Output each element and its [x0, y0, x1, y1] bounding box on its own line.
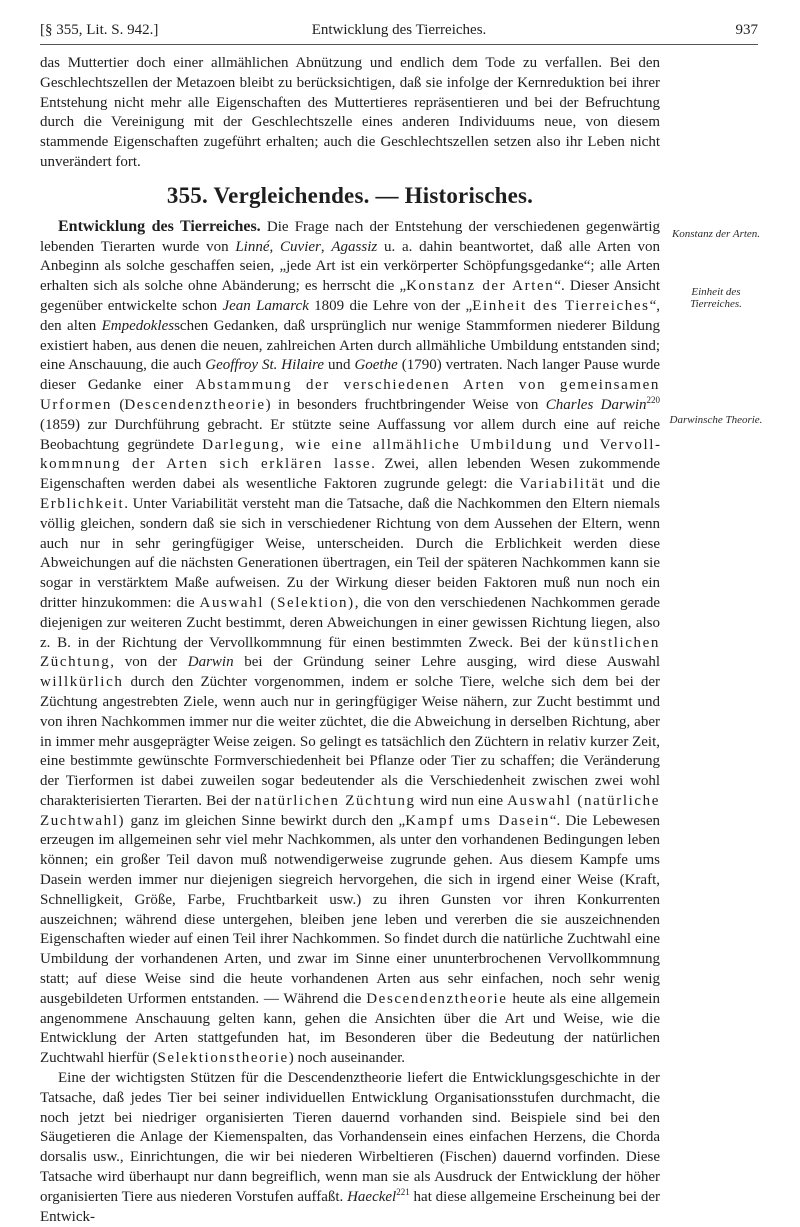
person-empedokles: Empedokles: [101, 317, 175, 334]
term-descendenztheorie: Descendenztheorie: [124, 396, 266, 413]
footnote-ref-221: 221: [396, 1186, 410, 1197]
section-heading: 355. Vergleichendes. — Historisches.: [166, 182, 534, 208]
person-cuvier: Cuvier: [280, 238, 321, 255]
term-kuenstliche-zuechtung: künstlichen Züchtung: [40, 634, 660, 671]
term-kampf-ums-dasein: Kampf ums Dasein: [405, 812, 550, 829]
person-agassiz: Agassiz: [331, 238, 378, 255]
term-natuerliche-zuechtung: natürlichen Züchtung: [254, 792, 416, 809]
term-auswahl-natuerlich: Auswahl (natürliche Zuchtwahl): [40, 792, 660, 829]
margin-note-darwin: Darwinsche Theorie.: [669, 414, 763, 426]
term-konstanz: Konstanz der Arten: [406, 278, 555, 295]
footnote-ref-220: 220: [646, 394, 660, 405]
term-descendenztheorie-2: Descendenztheorie: [366, 990, 508, 1007]
person-haeckel: Haeckel: [347, 1188, 397, 1205]
term-variabilitaet: Variabilität: [519, 476, 606, 493]
page-body: [40, 54, 660, 1227]
header-title: Entwicklung des Tierreiches.: [311, 22, 487, 38]
margin-note-konstanz: Konstanz der Arten.: [671, 228, 761, 240]
person-goethe: Goethe: [354, 357, 398, 374]
margin-note-einheit: Einheit des Tierreiches.: [690, 286, 742, 310]
term-auswahl: Auswahl (Selektion): [199, 594, 355, 611]
running-header: [40, 22, 758, 42]
term-erblichkeit: Erblichkeit: [40, 495, 125, 512]
person-darwin-2: Darwin: [187, 654, 234, 671]
term-selektionstheorie: Selektionstheorie: [157, 1050, 289, 1067]
person-darwin: Charles Darwin: [545, 396, 647, 413]
term-einheit: Einheit des Tierreiches: [472, 297, 650, 314]
person-geoffroy: Geoffroy St. Hilaire: [205, 357, 325, 374]
person-linne: Linné: [235, 238, 270, 255]
paragraph-lead: Entwicklung des Tierreiches.: [58, 217, 261, 235]
paragraph-entwicklung: Entwicklung des Tierreiches. Die Frage nach der Entstehung der verschiedenen gegenwärtig lebenden Tierarten wurde von Linné, Cuvier, Agassiz u. a. dahin beantwortet, daß alle Arten von Anbeginn als solche geschaffen seien, „jede Art ist ein verkörperter Schöpfungsgedanke“; alle Arten erhalten sich als solche ohne Abänderung; es herrscht die „Konstanz der Arten“. Dieser Ansicht gegenüber entwickelte schon Jean Lamarck 1809 die Lehre von der „Einheit des Tierreiches“, den alten Empedoklesschen Gedanken, daß ursprünglich nur wenige Stammformen niederer Bildung existiert haben, aus denen die neuen, zahlreichen Arten durch allmähliche Umbildung entstanden sind; eine Anschauung, die auch Geoffroy St. Hilaire und Goethe (1790) vertraten. Nach langer Pause wurde dieser Gedanke einer Abstammung der verschiedenen Arten von gemeinsamen Urformen (Descendenztheorie) in besonders fruchtbringender Weise von Charles Darwin$^{220}$ (1859) zur Durchführung gebracht. Er stützte seine Auffassung vor allem durch eine auf reiche Beobachtung gegründete Darlegung, wie eine allmähliche Umbildung und Vervollkommnung der Arten sich erklären lasse. Zwei, allen lebenden Wesen zukommende Eigenschaften werden dabei als wesentliche Faktoren zugrunde gelegt: die Variabilität und die Erblichkeit. Unter Variabilität versteht man die Tatsache, daß die Nachkommen den Eltern niemals völlig gleichen, sondern daß sie sich in verschiedener Richtung von dem Aussehen der Eltern, wenn auch nur in sehr geringfügiger Weise, unterscheiden. Durch die Erblichkeit werden diese Abweichungen auf die nächsten Generationen übertragen, ein Teil der späteren Nachkommen kann sie sogar in verstärktem Maße aufweisen. Zu der Wirkung dieser beiden Faktoren muß nun noch ein dritter hinzukommen: die Auswahl (Selektion), die von den verschiedenen Nachkommen gerade diejenigen zur weiteren Zucht bestimmt, deren Abweichungen in einer gewissen Richtung liegen, also z. B. in der Richtung der Vervollkommnung für einen bestimmten Zweck. Bei der künstlichen Züchtung, von der Darwin bei der Gründung seiner Lehre ausging, wird diese Auswahl willkürlich durch den Züchter vorgenommen, indem er solche Tiere, welche sich dem bei der Züchtung angestrebten Ziele, wenn auch nur in geringfügiger Weise nähern, zur Zucht bestimmt und von ihren Nachkommen immer nur die weiter züchtet, die die Abweichung in derselben Richtung, aber in immer mehr ausgeprägter Weise zeigen. So gelingt es tatsächlich den Züchtern in relativ kurzer Zeit, eine bestimmte gewünschte Formverschiedenheit bei Pflanze oder Tier zu schaffen; die Veränderung der Tierformen ist dabei zuweilen sogar bedeutender als die Verschiedenheit zwischen zwei wohl charakterisierten Tierarten. Bei der natürlichen Züchtung wird nun eine Auswahl (natürliche Zuchtwahl) ganz im gleichen Sinne bewirkt durch den „Kampf ums Dasein“. Die Lebewesen erzeugen im allgemeinen sehr viel mehr Nachkommen, als unter den vorhandenen Bedingungen leben können; ein großer Teil davon muß notwendigerweise zugrunde gehen. Aus diesem Kampfe ums Dasein werden immer nur diejenigen siegreich hervorgehen, die sich in irgend einer Weise (Kraft, Schnelligkeit, Größe, Farbe, Fruchtbarkeit usw.) zu ihren Gunsten vor ihren Konkurrenten auszeichnen; während diese untergehen, bleiben jene leben und vererben die sie auszeichnenden Eigenschaften wieder auf einen Teil ihrer Nachkommen. So findet durch die natürliche Zuchtwahl eine Umbildung der vorhandenen Arten, und zwar im Sinne einer ununterbrochenen Vervollkommnung statt; auf diese Weise sind die heute vorhandenen Arten aus sehr einfachen, noch sehr wenig ausgebildeten Urformen entstanden. — Während die Descendenztheorie heute als eine allgemein angenommene Anschauung gelten kann, gehen die Ansichten über die Art und Weise, wie die Entwicklung der Arten stattgefunden hat, im Besonderen über die Bedeutung der natürlichen Zuchtwahl hierfür (Selektionstheorie) noch auseinander.: [40, 217, 661, 1067]
header-rule: [40, 44, 758, 45]
header-section-ref: [§ 355, Lit. S. 942.]: [40, 22, 159, 38]
term-abstammung: Abstammung der verschiedenen Arten von gemeinsamen Urformen: [40, 377, 660, 413]
intro-paragraph: das Muttertier doch einer allmählichen Abnützung und endlich dem Tode zu verfallen. Bei den Geschlechtszellen der Metazoen bleibt zu berücksichtigen, daß sie infolge der Kernreduktion bei ihrer Entstehung nicht mehr alle Eigenschaften des Muttertieres repräsentieren und bei der Befruchtung durch die Vereinigung mit der Geschlechtszelle eines anderen Individuums neue, von diesem stammende Eigenschaften zugeführt erhalten; auch die Geschlechtszellen setzen also ihr Leben nicht unverändert fort.: [40, 55, 660, 170]
term-darlegung: Darlegung, wie eine allmähliche Umbildung und Vervollkommnung der Arten sich erklären lasse: [40, 436, 660, 473]
person-lamarck: Jean Lamarck: [222, 297, 309, 314]
term-willkuerlich: willkürlich: [40, 674, 124, 691]
paragraph-stuetzen: Eine der wichtigsten Stützen für die Descendenztheorie liefert die Entwicklungsgeschichte in der Tatsache, daß jedes Tier bei seiner individuellen Entwicklung Organisationsstufen durchmacht, die noch jetzt bei niedriger organisierten Tieren dauernd vorhanden sind. Beispiele sind bei den Säugetieren die Anlage der Kiemenspalten, das Vorhandensein eines einfachen Herzens, die Chorda dorsalis usw., Einrichtungen, die wir bei niederen Wirbeltieren (Fischen) dauernd vorfinden. Diese Tatsache wird überhaupt nur dann begreiflich, wenn man sie als Ausdruck der Entwicklung der höher organisierten Tiere aus niederen Vorstufen auffaßt. Haeckel$^{221}$ hat diese allgemeine Erscheinung bei der Entwick-: [40, 1070, 660, 1225]
page-number: 937: [735, 22, 758, 38]
